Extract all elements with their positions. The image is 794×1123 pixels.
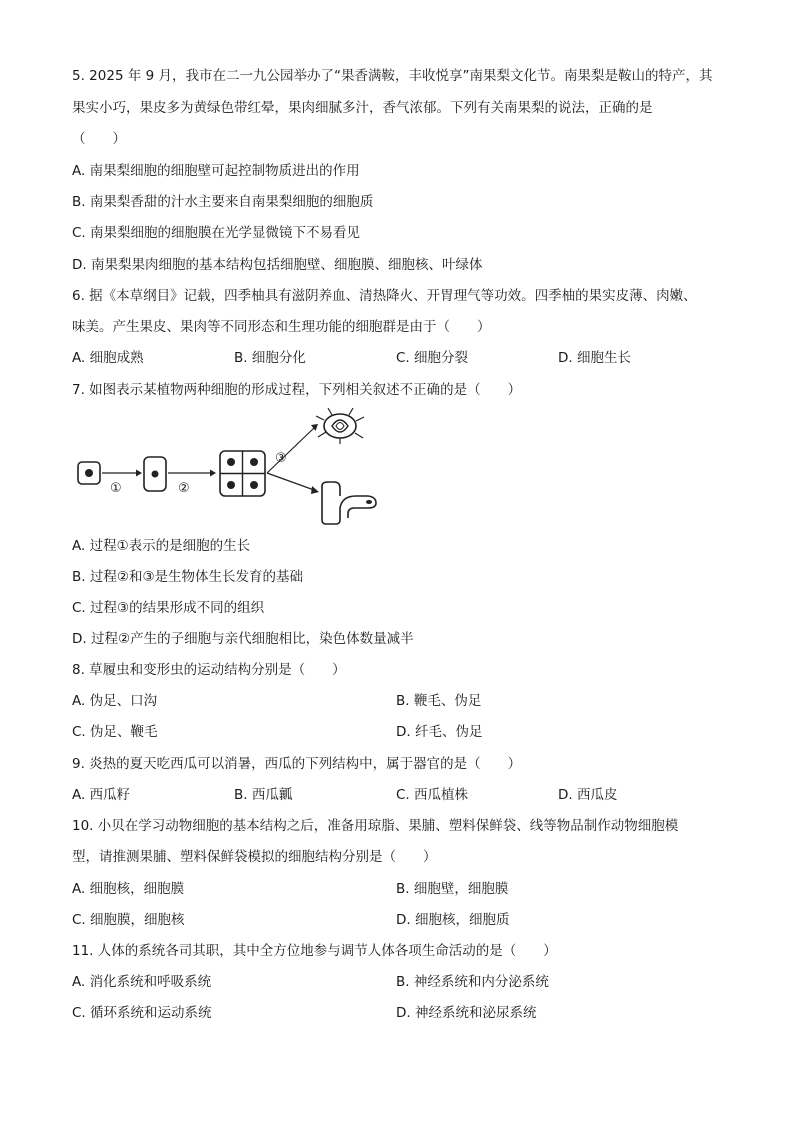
q7-option-b: B. 过程②和③是生物体生长发育的基础 [72,569,304,585]
q8-option-b: B. 鞭毛、伪足 [396,693,482,709]
nucleus-icon [366,500,372,504]
q5-option-c: C. 南果梨细胞的细胞膜在光学显微镜下不易看见 [72,225,361,241]
step-label-2: ② [178,481,190,496]
q7-option-d: D. 过程②产生的子细胞与亲代细胞相比，染色体数量减半 [72,631,414,647]
q10-option-c: C. 细胞膜，细胞核 [72,912,185,928]
q10-stem-line-1: 10. 小贝在学习动物细胞的基本结构之后，准备用琼脂、果脯、塑料保鲜袋、线等物品制作动物细胞模 [72,818,679,834]
q6-option-b: B. 细胞分化 [234,350,306,366]
q6-option-d: D. 细胞生长 [558,350,631,366]
nucleus-icon [227,458,235,466]
q5-answer-blank: （ ） [72,131,126,147]
q5-option-a: A. 南果梨细胞的细胞壁可起控制物质进出的作用 [72,163,360,179]
cell-formation-diagram [70,404,390,530]
arrowhead-1 [136,470,142,477]
q11-option-c: C. 循环系统和运动系统 [72,1005,212,1021]
q8-stem: 8. 草履虫和变形虫的运动结构分别是（ ） [72,662,346,678]
q6-option-a: A. 细胞成熟 [72,350,144,366]
nucleus-icon [250,481,258,489]
q5-stem-line-2: 果实小巧，果皮多为黄绿色带红晕，果肉细腻多汁，香气浓郁。下列有关南果梨的说法，正确的是 [72,100,653,116]
q11-option-b: B. 神经系统和内分泌系统 [396,974,549,990]
q10-option-a: A. 细胞核，细胞膜 [72,881,185,897]
q10-stem-line-2: 型，请推测果脯、塑料保鲜袋模拟的细胞结构分别是（ ） [72,849,437,865]
q6-stem-line-2: 味美。产生果皮、果肉等不同形态和生理功能的细胞群是由于（ ） [72,319,491,335]
q11-option-d: D. 神经系统和泌尿系统 [396,1005,537,1021]
q9-option-a: A. 西瓜籽 [72,787,131,803]
step-label-3: ③ [275,451,287,466]
q5-stem-line-1: 5. 2025 年 9 月，我市在二一九公园举办了“果香满鞍，丰收悦享”南果梨文化节。南果梨是鞍山的特产，其 [72,68,713,84]
q5-option-d: D. 南果梨果肉细胞的基本结构包括细胞壁、细胞膜、细胞核、叶绿体 [72,257,483,273]
q7-option-c: C. 过程③的结果形成不同的组织 [72,600,265,616]
q11-option-a: A. 消化系统和呼吸系统 [72,974,212,990]
q9-option-d: D. 西瓜皮 [558,787,618,803]
arrow-process-3-down [267,473,314,490]
q10-option-b: B. 细胞壁，细胞膜 [396,881,509,897]
q8-option-a: A. 伪足、口沟 [72,693,158,709]
q11-stem: 11. 人体的系统各司其职，其中全方位地参与调节人体各项生命活动的是（ ） [72,943,557,959]
q10-option-d: D. 细胞核，细胞质 [396,912,510,928]
nucleus-icon [152,471,159,478]
q9-stem: 9. 炎热的夏天吃西瓜可以消暑，西瓜的下列结构中，属于器官的是（ ） [72,756,522,772]
q9-option-b: B. 西瓜瓤 [234,787,293,803]
root-hair-cell-icon [322,482,376,524]
nucleus-icon [227,481,235,489]
nucleus-icon [85,469,93,477]
arrowhead-2 [210,470,216,477]
q8-option-d: D. 纤毛、伪足 [396,724,483,740]
q7-option-a: A. 过程①表示的是细胞的生长 [72,538,251,554]
q6-stem-line-1: 6. 据《本草纲目》记载，四季柚具有滋阴养血、清热降火、开胃理气等功效。四季柚的果实皮薄、肉嫩、 [72,288,697,304]
q8-option-c: C. 伪足、鞭毛 [72,724,158,740]
q6-option-c: C. 细胞分裂 [396,350,469,366]
step-label-1: ① [110,481,122,496]
q7-stem: 7. 如图表示某植物两种细胞的形成过程，下列相关叙述不正确的是（ ） [72,382,522,398]
stoma-cell-icon [316,408,364,444]
q9-option-c: C. 西瓜植株 [396,787,469,803]
q5-option-b: B. 南果梨香甜的汁水主要来自南果梨细胞的细胞质 [72,194,374,210]
arrowhead-3-down [311,486,319,494]
nucleus-icon [250,458,258,466]
